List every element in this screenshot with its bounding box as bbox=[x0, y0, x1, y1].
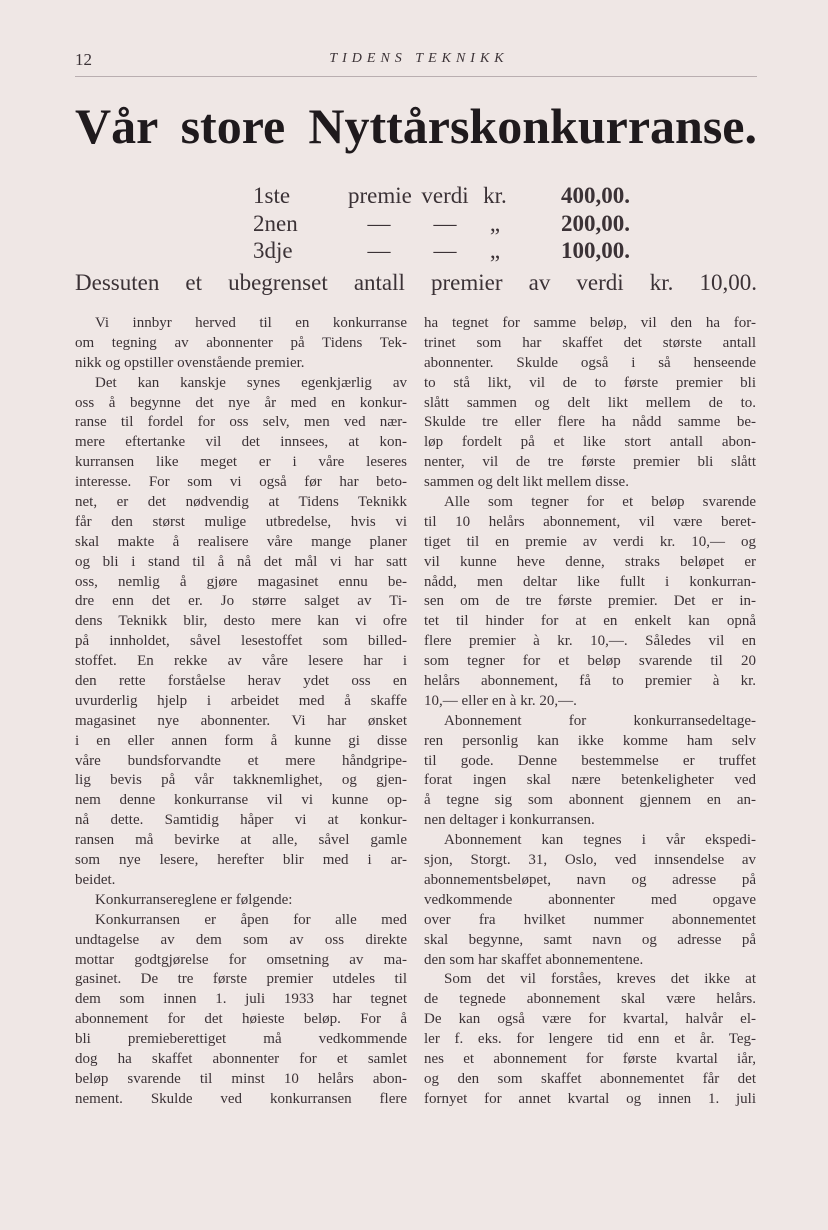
extra-prizes-line: Dessuten et ubegrenset antall premier av verdi kr. 10,00. bbox=[75, 270, 757, 295]
prize-mark: „ bbox=[489, 210, 501, 236]
text-line: dog ha skaffet abonnenter for et samlet bbox=[75, 1050, 407, 1067]
text-line: til 10 helårs abonnement, vil være beret- bbox=[424, 513, 756, 530]
text-line: som tegner for et beløp svarende til 20 bbox=[424, 653, 756, 670]
text-line: ren personlig kan ikke komme ham selv bbox=[424, 732, 756, 749]
prize-mark: kr. bbox=[483, 183, 507, 208]
text-line: den som har skaffet abonnementene. bbox=[424, 951, 644, 968]
text-line: beidet. bbox=[75, 871, 116, 888]
text-line: nes et abonnement for første kvartal iår, bbox=[424, 1050, 756, 1067]
prize-value: 400,00. bbox=[561, 183, 630, 208]
prize-dash: — bbox=[433, 238, 457, 263]
text-line: Det kan kanskje synes egenkjærlig av bbox=[95, 374, 407, 391]
text-line: sammen og delt likt mellem disse. bbox=[424, 474, 629, 491]
text-line: skal begynne, samt navn og adresse på bbox=[424, 931, 756, 948]
text-line: våre bundsforvandte et mere håndgripe- bbox=[75, 752, 407, 769]
text-line: interesse. For som vi også før har beto- bbox=[75, 474, 407, 491]
text-line: De kan også være for kvartal, halvår el- bbox=[424, 1011, 756, 1028]
text-line: net, er det nødvendig at Tidens Teknikk bbox=[75, 494, 407, 511]
text-line: beløp svarende til minst 10 helårs abon- bbox=[75, 1070, 407, 1087]
text-line: gasinet. De tre første premier utdeles til bbox=[75, 971, 407, 988]
prize-list bbox=[253, 182, 630, 265]
prize-label: 1ste bbox=[253, 183, 291, 208]
text-line: undtagelse av dem som av oss direkte bbox=[75, 931, 407, 948]
text-line: å tegne sig som abonnent gjennem en an- bbox=[424, 792, 756, 809]
text-line: og den som skaffet abonnementet får det bbox=[424, 1070, 756, 1087]
text-line: ranse til fordel for oss selv, men ved nær- bbox=[75, 414, 407, 431]
text-line: vil kunne heve denne, straks beløpet er bbox=[424, 553, 756, 570]
text-line: nikk og opstiller ovenstående premier. bbox=[75, 354, 305, 371]
text-line: som nye lesere, herefter blir med i ar- bbox=[75, 852, 407, 869]
text-line: Abonnement for konkurransedeltage- bbox=[444, 712, 756, 729]
text-line: til gode. Denne bestemmelse er truffet bbox=[424, 752, 756, 769]
text-line: Skulde tre eller flere ha nådd samme be- bbox=[424, 414, 756, 431]
text-line: over fra hvilket nummer abonnementet bbox=[424, 911, 756, 928]
text-line: nen deltager i konkurransen. bbox=[424, 812, 595, 829]
text-line: nem denne konkurranse vil vi kunne op- bbox=[75, 792, 407, 809]
text-line: oss å begynne det nye år med en konkur- bbox=[75, 394, 407, 411]
prize-word: — bbox=[367, 210, 391, 236]
text-line: får den størst mulige utbredelse, hvis vi bbox=[75, 513, 407, 530]
text-line: løp fordelt på et like stort antall abon- bbox=[424, 434, 756, 451]
text-line: Som det vil forståes, kreves det ikke at bbox=[444, 971, 756, 988]
text-line: dem som innen 1. juli 1933 har tegnet bbox=[75, 991, 407, 1008]
prize-word: premie bbox=[348, 183, 412, 208]
text-line: fornyet for annet kvartal og innen 1. juli bbox=[424, 1090, 756, 1107]
text-line: tet til hinder for at en enkelt kan opnå bbox=[424, 613, 756, 630]
text-line: ler f. eks. for lengere tid enn et år. Teg- bbox=[424, 1031, 756, 1048]
text-line: forat ingen skal nære betenkeligheter ved bbox=[424, 772, 756, 789]
prize-mark: „ bbox=[489, 238, 501, 263]
text-line: abonnement for det høieste beløp. For å bbox=[75, 1011, 407, 1028]
text-line: og bli i stand til å nå det mål vi har satt bbox=[75, 553, 407, 570]
text-line: Konkurransereglene er følgende: bbox=[95, 891, 293, 908]
text-line: Alle som tegner for et beløp svarende bbox=[444, 494, 756, 511]
text-line: i en eller annen form å kunne gi disse bbox=[75, 732, 407, 749]
text-line: kurransen like meget er i våre leseres bbox=[75, 454, 407, 471]
text-line: ha tegnet for samme beløp, vil den ha for- bbox=[424, 315, 756, 331]
prize-word: — bbox=[367, 238, 391, 263]
text-line: de tegnede abonnement skal være helårs. bbox=[424, 991, 756, 1008]
text-line: på innholdet, såvel lesestoffet som billed- bbox=[75, 633, 407, 650]
text-line: abonnementsbeløpet, navn og adresse på bbox=[424, 871, 756, 888]
text-line: flere premier à kr. 10,—. Således vil en bbox=[424, 633, 756, 650]
text-line: nement. Skulde ved konkurransen flere bbox=[75, 1090, 407, 1107]
prize-row bbox=[253, 182, 630, 210]
prize-value: 100,00. bbox=[561, 238, 630, 263]
text-line: Vi innbyr herved til en konkurranse bbox=[95, 315, 407, 331]
prize-label: 2nen bbox=[253, 210, 298, 236]
text-line: mottar godtgjørelse for omsetning av ma- bbox=[75, 951, 407, 968]
text-line: magasinet nye abonnenter. Vi har ønsket bbox=[75, 712, 407, 729]
text-line: abonnenter. Skulde også i så henseende bbox=[424, 354, 756, 371]
text-line: den rette forståelse herav ydet oss en bbox=[75, 673, 407, 690]
text-column-left bbox=[75, 314, 407, 1110]
text-line: bli premieberettiget må vedkommende bbox=[75, 1031, 407, 1048]
text-line: dre enn det er. Jo større salget av Ti- bbox=[75, 593, 407, 610]
text-line: nådd, men deltar like fullt i konkurran- bbox=[424, 573, 756, 590]
text-line: trinet som har skaffet det største antall bbox=[424, 334, 756, 351]
page-number: 12 bbox=[75, 50, 92, 69]
text-line: oss, nemlig å gjøre magasinet ennu be- bbox=[75, 573, 407, 590]
text-line: stoffet. En rekke av våre lesere har i bbox=[75, 653, 407, 670]
article-title: Vår store Nyttårskonkurranse. bbox=[75, 98, 757, 154]
text-line: sen om de tre første premier. Det er in- bbox=[424, 593, 756, 610]
text-line: slått sammen og delt likt mellem de to. bbox=[424, 394, 756, 411]
text-line: lig bevis på vår takknemlighet, og gjen- bbox=[75, 772, 407, 789]
prize-dash: verdi bbox=[421, 183, 469, 208]
text-line: Konkurransen er åpen for alle med bbox=[95, 911, 407, 928]
running-title: TIDENS TEKNIKK bbox=[329, 51, 509, 66]
text-line: mere eftertanke vil det innsees, at kon- bbox=[75, 434, 407, 451]
text-line: helårs abonnement, få to premier à kr. bbox=[424, 673, 756, 690]
text-column-right bbox=[424, 314, 756, 1110]
text-line: om tegning av abonnenter på Tidens Tek- bbox=[75, 334, 407, 351]
text-line: to stå likt, vil de to første premier bli bbox=[424, 374, 756, 391]
text-line: vedkommende abonnenter med opgave bbox=[424, 891, 756, 908]
text-line: uvurderlig hjelp i arbeidet med å skaffe bbox=[75, 692, 407, 709]
text-line: sjon, Storgt. 31, Oslo, ved innsendelse av bbox=[424, 852, 756, 869]
text-line: dens Teknikk blir, desto mere kan vi ofre bbox=[75, 613, 407, 630]
prize-label: 3dje bbox=[253, 238, 293, 263]
text-line: skal makte å realisere våre mange planer bbox=[75, 533, 407, 550]
text-line: ransen må bevirke at alle, såvel gamle bbox=[75, 832, 407, 849]
prize-value: 200,00. bbox=[561, 210, 630, 236]
text-line: Abonnement kan tegnes i vår ekspedi- bbox=[444, 832, 756, 849]
header-rule bbox=[75, 76, 757, 77]
prize-row bbox=[253, 210, 630, 238]
prize-row bbox=[253, 237, 630, 265]
text-line: nå dette. Samtidig håper vi at konkur- bbox=[75, 812, 407, 829]
text-line: 10,— eller en à kr. 20,—. bbox=[424, 692, 577, 709]
text-line: nenter, vil de tre første premier bli slått bbox=[424, 454, 756, 471]
text-line: tiget til en premie av verdi kr. 10,— og bbox=[424, 533, 756, 550]
prize-dash: — bbox=[433, 210, 457, 236]
